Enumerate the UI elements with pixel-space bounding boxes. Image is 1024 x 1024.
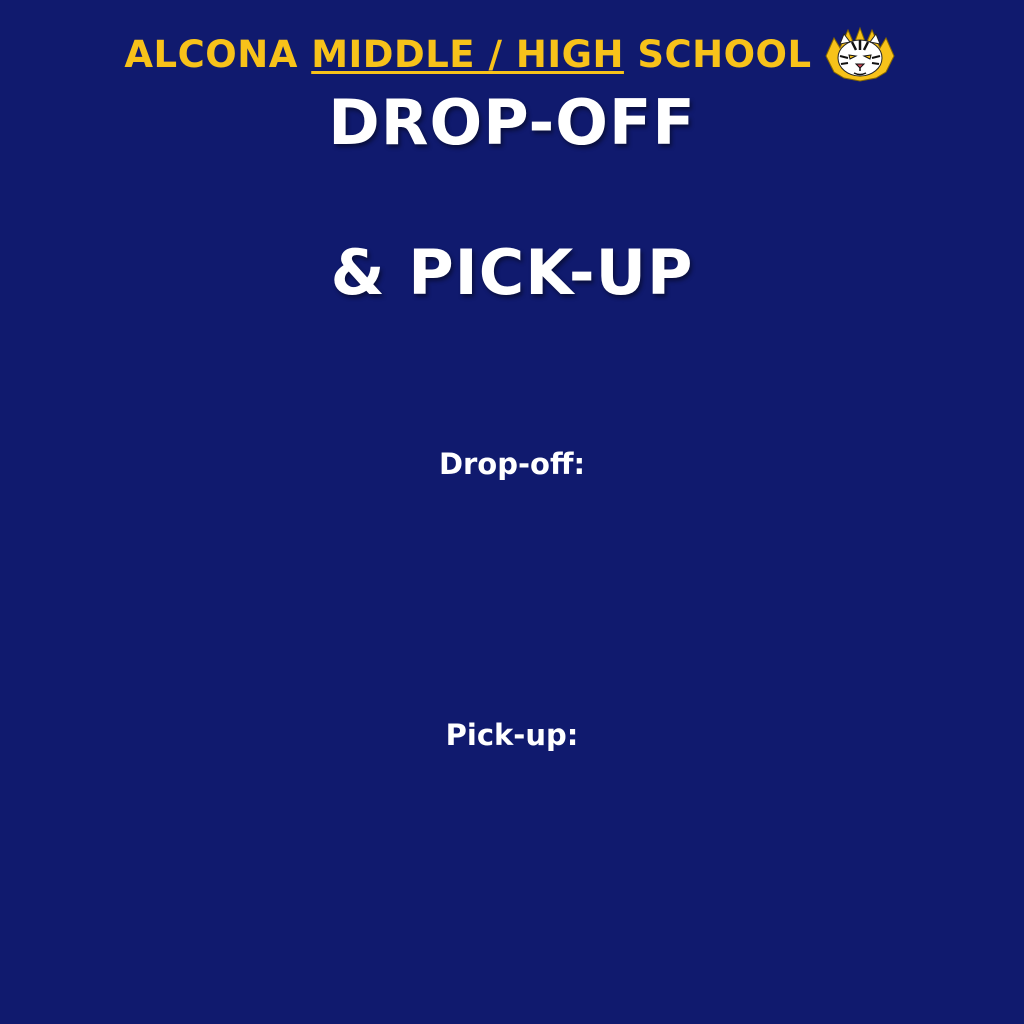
title-drop-off: DROP-OFF — [328, 86, 696, 159]
title-pick-up: & PICK-UP — [330, 236, 694, 309]
dropoff-heading: Drop-off: — [438, 447, 586, 481]
school-name-prefix: ALCONA — [124, 32, 298, 76]
school-header — [0, 24, 1024, 84]
pickup-heading: Pick-up: — [445, 718, 579, 752]
school-name-suffix: SCHOOL — [637, 32, 812, 76]
school-name — [124, 33, 811, 76]
school-name-levels: MIDDLE / HIGH — [311, 32, 624, 76]
tiger-mascot-icon — [820, 26, 900, 82]
